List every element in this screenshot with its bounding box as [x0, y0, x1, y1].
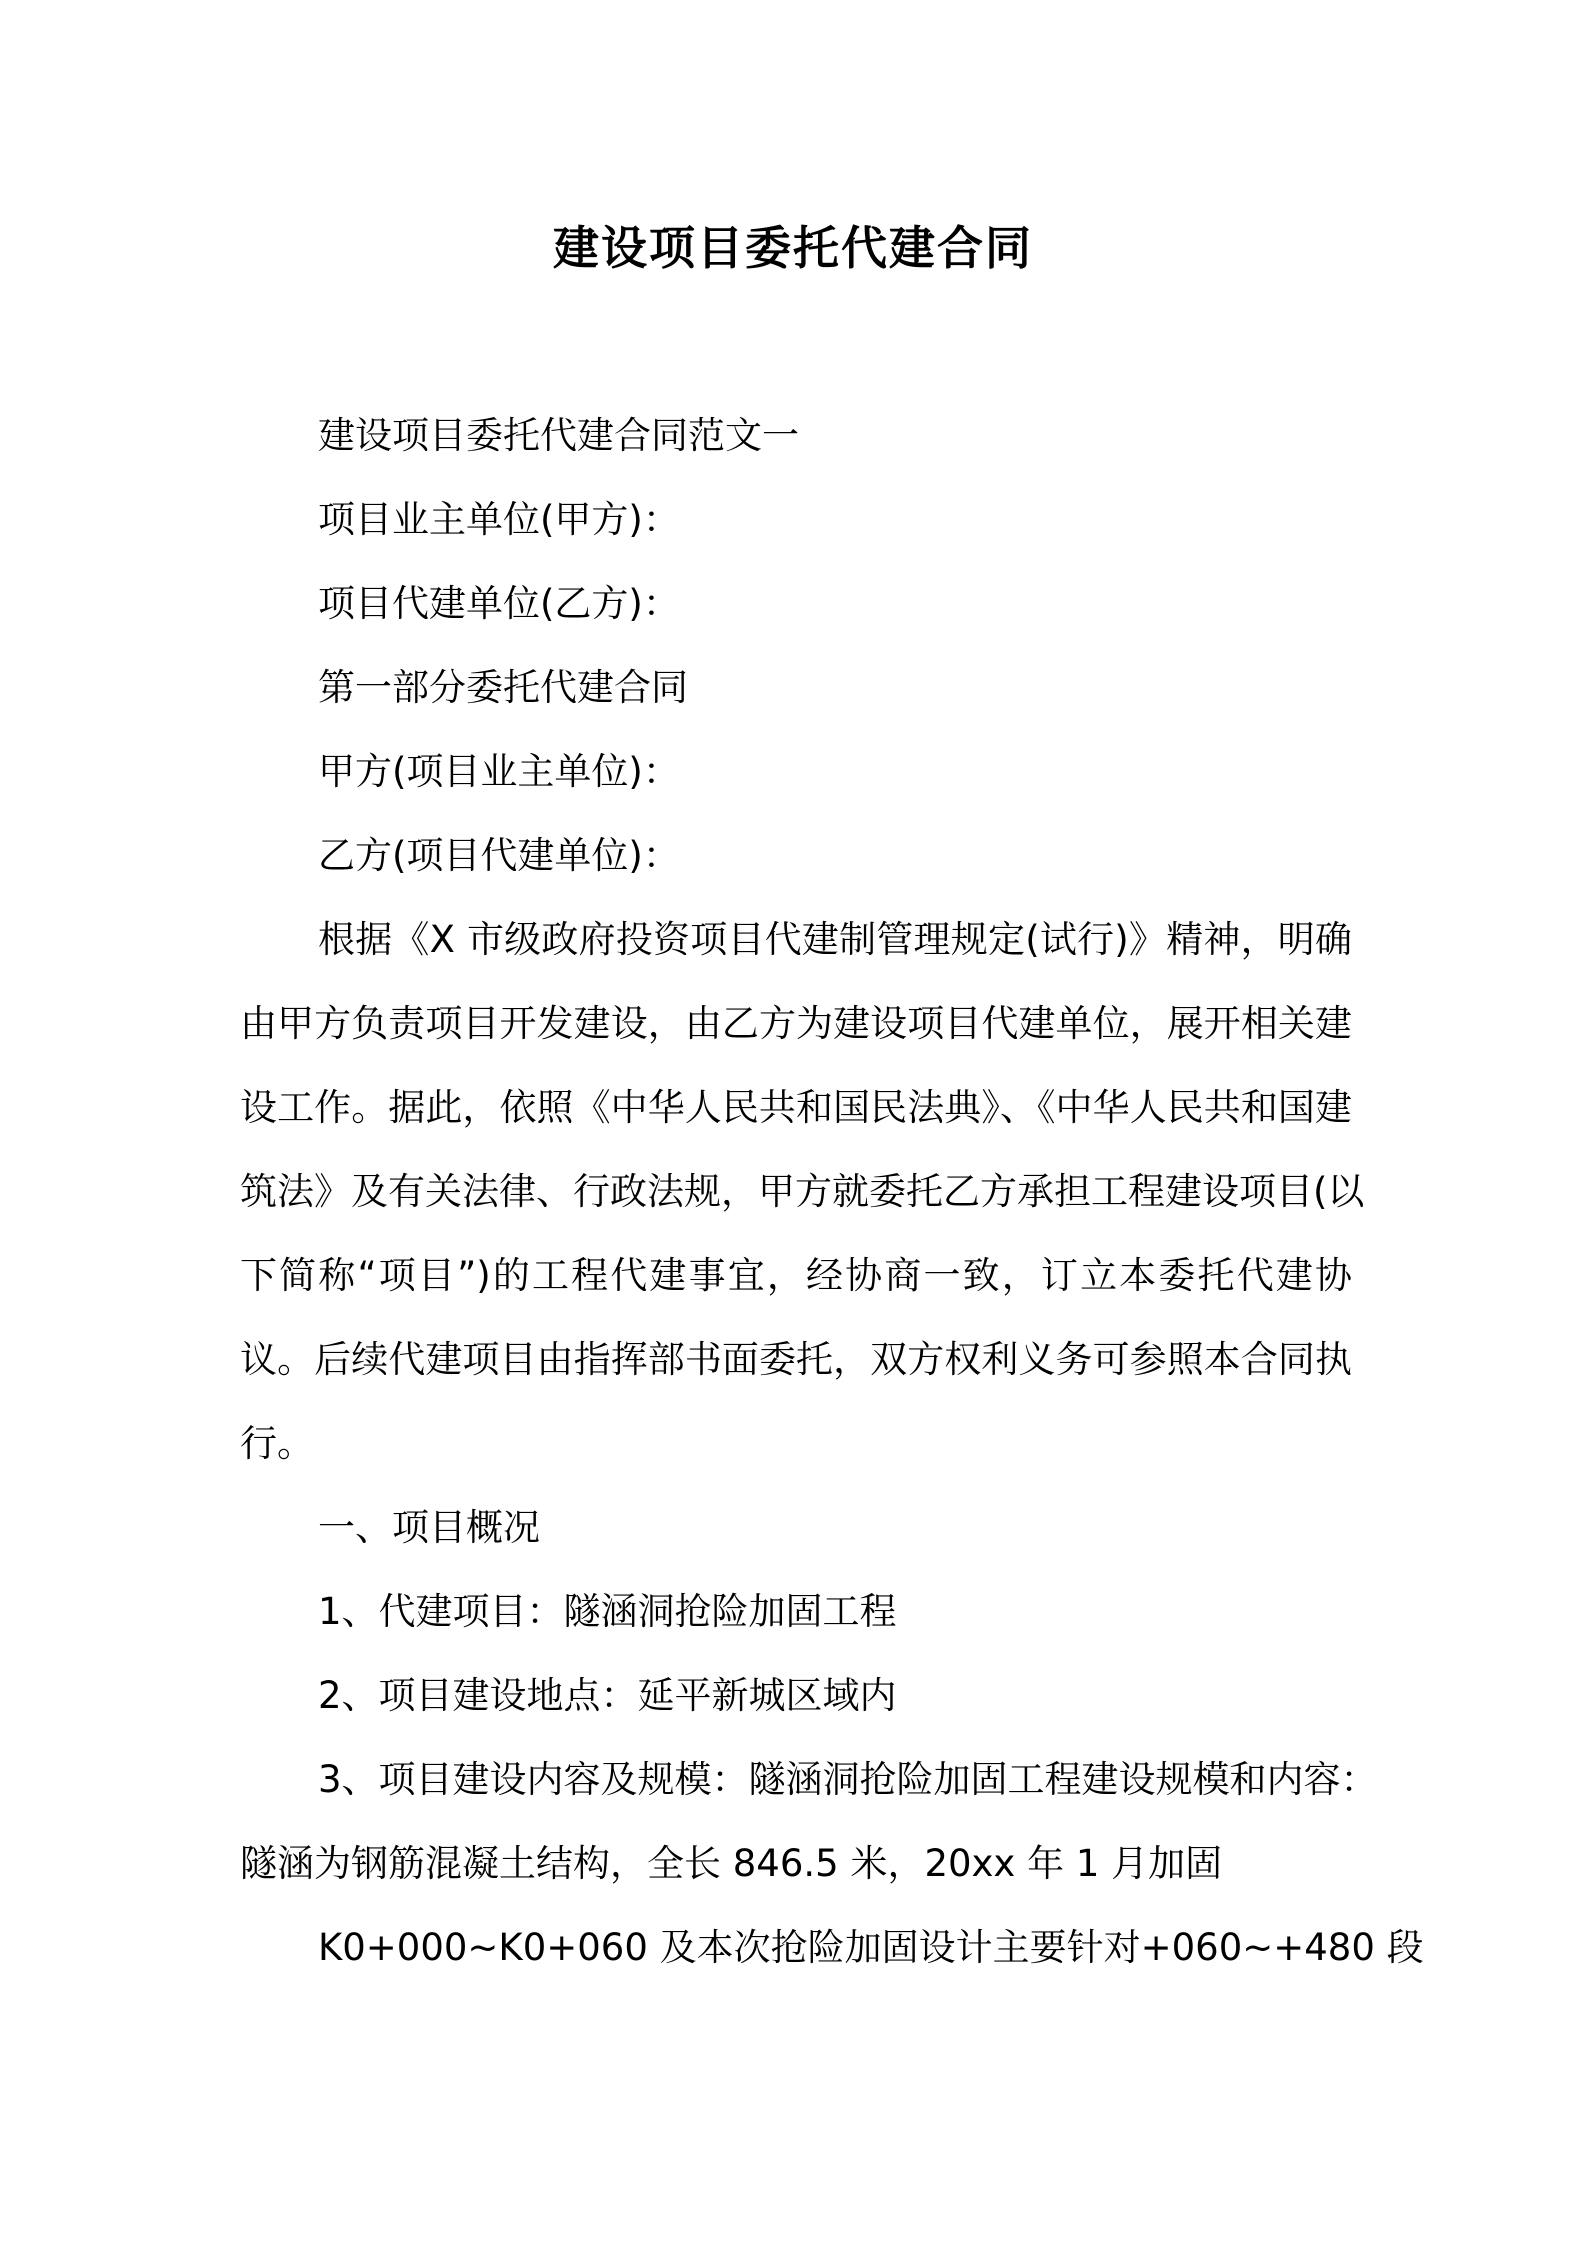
paragraph-line: 议。后续代建项目由指挥部书面委托，双方权利义务可参照本合同执 — [240, 1338, 1352, 1381]
paragraph-line: 行。 — [240, 1422, 314, 1465]
paragraph-line: 筑法》及有关法律、行政法规，甲方就委托乙方承担工程建设项目(以 — [240, 1170, 1365, 1213]
paragraph-line: 下简称“项目”)的工程代建事宜，经协商一致，订立本委托代建协 — [240, 1254, 1352, 1297]
party-b-agent-line: 项目代建单位(乙方)： — [318, 582, 680, 625]
document-title: 建设项目委托代建合同 — [553, 221, 1033, 275]
paragraph-line: 根据《X 市级政府投资项目代建制管理规定(试行)》精神，明确 — [318, 918, 1352, 961]
paragraph-line: K0+000~K0+060 及本次抢险加固设计主要针对+060~+480 段 — [318, 1926, 1424, 1969]
section-heading-overview: 一、项目概况 — [318, 1506, 540, 1549]
section-heading-part-one: 第一部分委托代建合同 — [318, 666, 688, 709]
list-item: 1、代建项目：隧涵洞抢险加固工程 — [318, 1590, 897, 1633]
party-a-owner-line: 项目业主单位(甲方)： — [318, 498, 680, 541]
party-b-line: 乙方(项目代建单位)： — [318, 834, 680, 877]
paragraph-line: 设工作。据此，依照《中华人民共和国民法典》、《中华人民共和国建 — [240, 1086, 1352, 1129]
list-item: 2、项目建设地点：延平新城区域内 — [318, 1674, 897, 1717]
subtitle-line: 建设项目委托代建合同范文一 — [318, 414, 799, 457]
list-item: 3、项目建设内容及规模：隧涵洞抢险加固工程建设规模和内容： — [318, 1758, 1378, 1801]
paragraph-line: 由甲方负责项目开发建设，由乙方为建设项目代建单位，展开相关建 — [240, 1002, 1352, 1045]
paragraph-line: 隧涵为钢筋混凝土结构，全长 846.5 米，20xx 年 1 月加固 — [240, 1842, 1223, 1885]
party-a-line: 甲方(项目业主单位)： — [318, 750, 680, 793]
